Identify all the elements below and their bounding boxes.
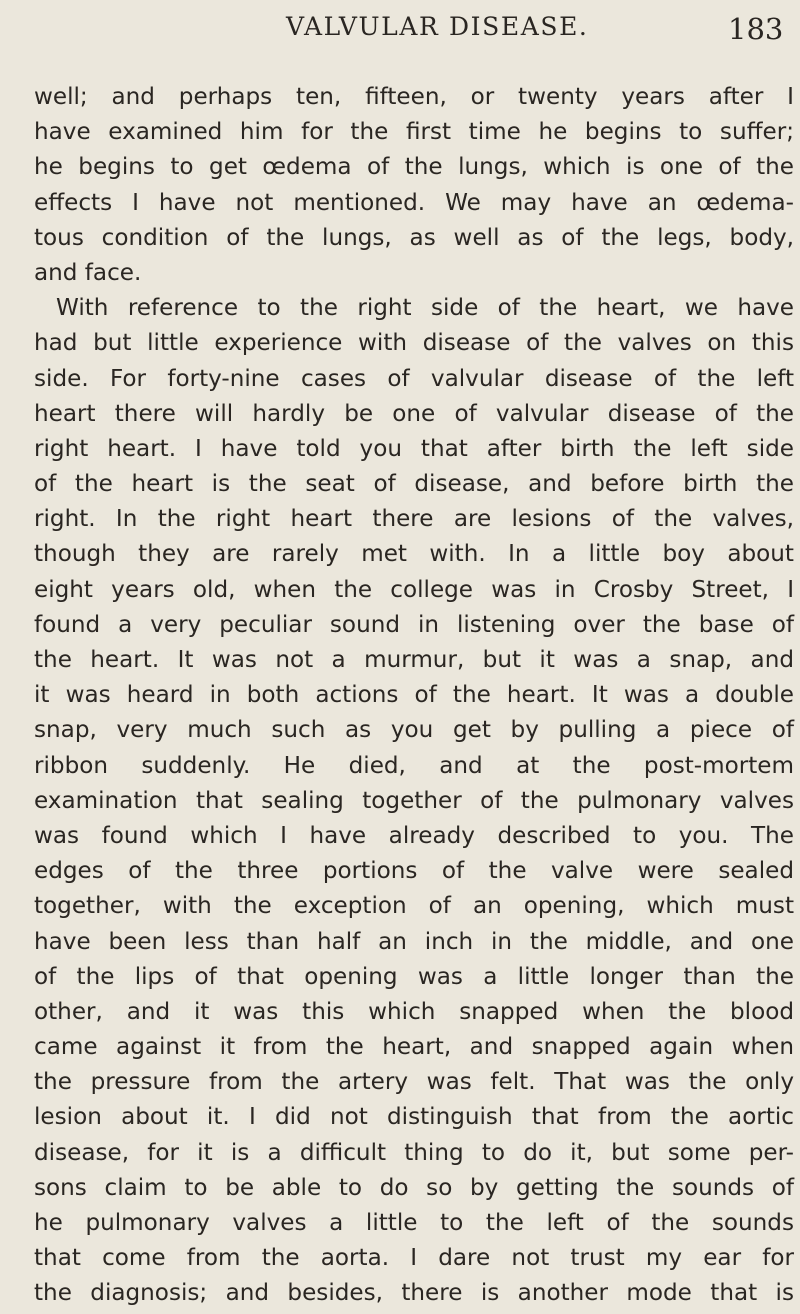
body-text: [34, 80, 794, 1312]
text-line: found a very peculiar sound in listening over the base of: [34, 611, 794, 638]
text-line: tous condition of the lungs, as well as of the legs, body,: [34, 224, 794, 251]
text-line: heart there will hardly be one of valvular disease of the: [34, 400, 794, 427]
text-line: that come from the aorta. I dare not trust my ear for: [34, 1245, 794, 1272]
text-line: snap, very much such as you get by pulling a piece of: [34, 717, 794, 744]
text-line: have examined him for the first time he begins to suffer;: [34, 119, 794, 146]
text-line: it was heard in both actions of the heart. It was a double: [34, 682, 794, 709]
text-line: With reference to the right side of the heart, we have: [56, 295, 794, 322]
page-number: 183: [728, 12, 784, 46]
text-line: was found which I have already described to you. The: [34, 822, 794, 849]
running-head: [0, 6, 800, 66]
text-line: other, and it was this which snapped when the blood: [34, 998, 794, 1025]
text-line: had but little experience with disease of the valves on this: [34, 330, 794, 357]
text-line: the pressure from the artery was felt. That was the only: [34, 1069, 794, 1096]
text-line: and face.: [34, 259, 142, 286]
running-title: VALVULAR DISEASE.: [286, 12, 589, 41]
text-line: together, with the exception of an opening, which must: [34, 893, 794, 920]
text-line: he pulmonary valves a little to the left of the sounds: [34, 1210, 794, 1236]
text-line: disease, for it is a difficult thing to do it, but some per-: [34, 1139, 794, 1166]
text-line: right. In the right heart there are lesions of the valves,: [34, 506, 794, 533]
text-line: he begins to get œdema of the lungs, which is one of the: [34, 154, 794, 181]
text-line: sons claim to be able to do so by getting the sounds of: [34, 1174, 794, 1201]
text-line: have been less than half an inch in the middle, and one: [34, 928, 794, 955]
text-line: the diagnosis; and besides, there is another mode that is: [34, 1280, 794, 1307]
text-line: side. For forty-nine cases of valvular disease of the left: [34, 365, 794, 392]
text-line: well; and perhaps ten, fifteen, or twenty years after I: [34, 84, 794, 110]
text-line: eight years old, when the college was in Crosby Street, I: [34, 576, 794, 603]
text-line: edges of the three portions of the valve were sealed: [34, 858, 794, 885]
text-line: the heart. It was not a murmur, but it was a snap, and: [34, 647, 794, 673]
text-line: of the heart is the seat of disease, and before birth the: [34, 471, 794, 498]
text-line: effects I have not mentioned. We may have an œdema-: [34, 189, 794, 216]
text-line: right heart. I have told you that after birth the left side: [34, 435, 794, 462]
text-line: though they are rarely met with. In a little boy about: [34, 541, 794, 568]
text-line: examination that sealing together of the pulmonary valves: [34, 787, 794, 814]
text-line: ribbon suddenly. He died, and at the post-mortem: [34, 752, 794, 779]
text-line: of the lips of that opening was a little longer than the: [34, 963, 794, 990]
text-line: came against it from the heart, and snapped again when: [34, 1034, 794, 1061]
text-line: lesion about it. I did not distinguish that from the aortic: [34, 1104, 794, 1131]
